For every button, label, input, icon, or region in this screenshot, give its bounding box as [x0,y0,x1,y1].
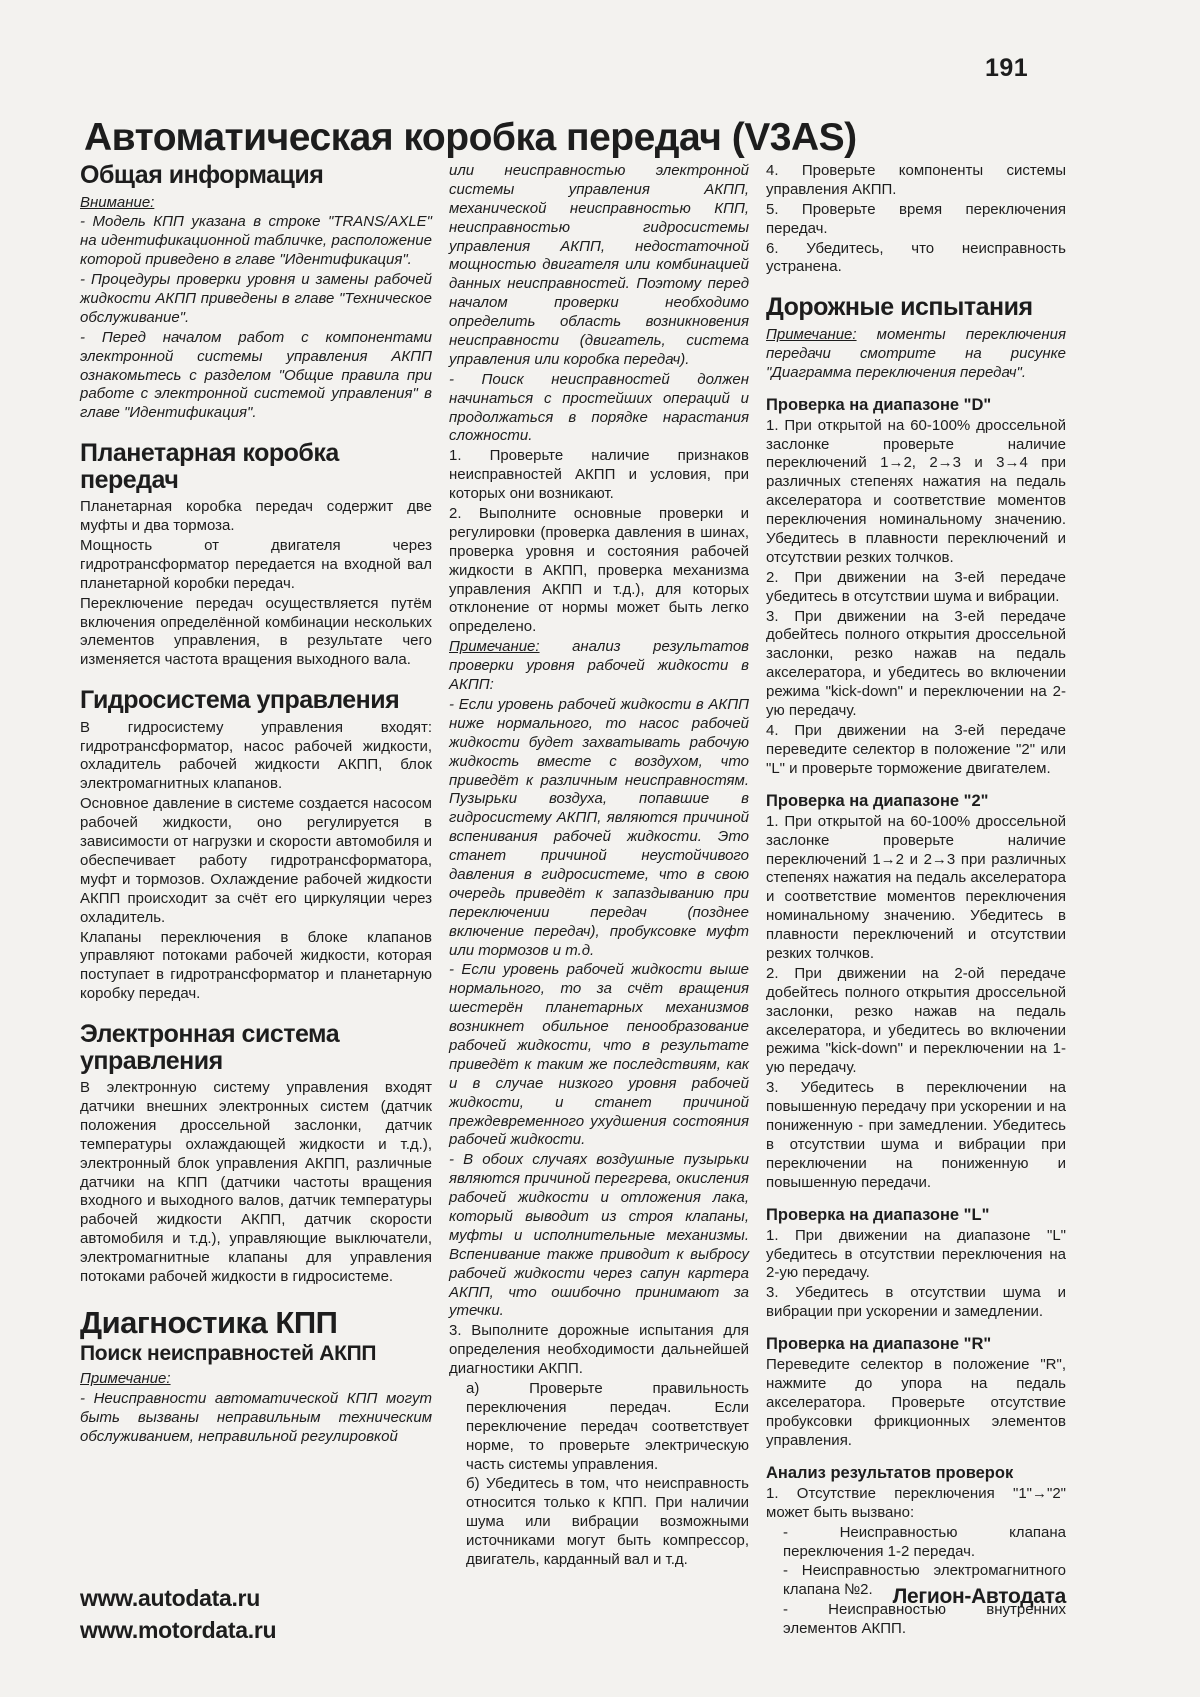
section-heading: Диагностика КПП [80,1304,338,1340]
paragraph: - Неисправности автоматической КПП могут быть вызваны неправильным техническим обслуживанием, неправильной регулировкой [80,1390,432,1445]
paragraph: - Модель КПП указана в строке "TRANS/AXLE" на идентификационной табличке, расположение которой приведено в главе "Идентификация". [80,213,432,269]
section-heading: Электронная система управления [80,1020,340,1075]
paragraph: 3. Убедитесь в отсутствии шума и вибрации при ускорении и замедлении. [766,1284,1066,1321]
paragraph: Клапаны переключения в блоке клапанов управляют потоками рабочей жидкости, которая поступает в гидротрансформатор и планетарную коробку передач. [80,928,432,1003]
paragraph: 3. Выполните дорожные испытания для определения необходимости дальнейшей диагностики АКПП. [449,1322,749,1378]
paragraph: Переключение передач осуществляется путём включения определённой комбинации нескольких элементов управления, в результате чего изменяется частота вращения выходного вала. [80,594,432,669]
column-2 [449,162,749,1639]
paragraph: 1. При открытой на 60-100% дроссельной заслонке проверьте наличие переключений 1→2 и 2→3 при различных степенях нажатия на педаль акселератора и соответствие моментов переключения номинальному значению. Убедитесь в плавности переключений и отсутствии резких толчков. [766,812,1066,962]
paragraph: 1. При движении на диапазоне "L" убедитесь в отсутствии переключения на 2-ую передачу. [766,1226,1066,1282]
paragraph: 5. Проверьте время переключения передач. [766,200,1066,237]
paragraph: - Неисправностью клапана переключения 1-2 передач. [783,1523,1066,1560]
section-heading: Проверка на диапазоне "R" [766,1335,992,1354]
section-heading: Анализ результатов проверок [766,1463,1014,1482]
paragraph: 1. Проверьте наличие признаков неисправностей АКПП и условия, при которых они возникают. [449,447,749,503]
column-3 [766,162,1066,1639]
paragraph: Планетарная коробка передач содержит две муфты и два тормоза. [80,498,432,535]
paragraph: - Если уровень рабочей жидкости в АКПП ниже нормального, то насос рабочей жидкости будет захватывать рабочую жидкость вместе с воздухом, что приведёт к различным неисправностям. Пузырьки воздуха, попавшие в гидросистему АКПП, являются причиной вспенивания рабочей жидкости. Это станет причиной неустойчивого давления в гидросистеме, что в свою очередь приведёт к запаздыванию при переключении передач (позднее включение передач), пробуксовке муфт или тормозов и т.д. [449,695,749,959]
paragraph: 2. При движении на 3-ей передаче убедитесь в отсутствии шума и вибрации. [766,568,1066,605]
note-paragraph: Примечание: моменты переключения передачи смотрите на рисунке "Диаграмма переключения передач". [766,325,1066,381]
column-1 [80,162,432,1639]
section-heading: Общая информация [80,161,324,189]
paragraph: 6. Убедитесь, что неисправность устранена. [766,239,1066,276]
note-label: Примечание: [766,325,857,343]
page-title: Автоматическая коробка передач (V3AS) [84,116,857,160]
paragraph: 3. При движении на 3-ей передаче добейтесь полного открытия дроссельной заслонки, резко нажав на педаль акселератора, и убедитесь во включении режима "kick-down" и переключении на 2-ую передачу. [766,607,1066,720]
section-heading: Поиск неисправностей АКПП [80,1342,377,1366]
paragraph: - Поиск неисправностей должен начинаться с простейших операций и продолжаться в порядке нарастания сложности. [449,370,749,445]
footer-brand: Легион-Автодата [892,1585,1066,1608]
paragraph: или неисправностью электронной системы управления АКПП, механической неисправностью КПП, неисправностью гидросистемы управления АКПП, недостаточной мощностью двигателя или комбинацией данных неисправностей. Поэтому перед началом проверки необходимо определить область возникновения неисправности (двигатель, система управления или коробка передач). [449,162,749,368]
footer-link-motordata: www.motordata.ru [80,1616,277,1643]
paragraph: Переведите селектор в положение "R", нажмите до упора на педаль акселератора. Проверьте отсутствие пробуксовки фрикционных элементов управления. [766,1356,1066,1449]
footer-link-autodata: www.autodata.ru [80,1585,260,1611]
paragraph: В гидросистему управления входят: гидротрансформатор, насос рабочей жидкости, охладитель рабочей жидкости АКПП, блок электромагнитных клапанов. [80,718,432,793]
paragraph: 1. При открытой на 60-100% дроссельной заслонке проверьте наличие переключений 1→2, 2→3 и 3→4 при различных степенях нажатия на педаль акселератора и соответствие моментов переключения номинальному значению. Убедитесь в плавности переключений и отсутствии резких толчков. [766,416,1066,566]
paragraph: Мощность от двигателя через гидротрансформатор передается на входной вал планетарной коробки передач. [80,536,432,592]
paragraph: 2. При движении на 2-ой передаче добейтесь полного открытия дроссельной заслонки, резко нажав на педаль акселератора, и убедитесь во включении режима "kick-down" и переключении на 1-ую передачу. [766,964,1066,1077]
paragraph: 1. Отсутствие переключения "1"→"2" может быть вызвано: [766,1484,1066,1521]
paragraph: Основное давление в системе создается насосом рабочей жидкости, оно регулируется в зависимости от нагрузки и скорости автомобиля и обеспечивает работу гидротрансформатора, муфт и тормозов. Охлаждение рабочей жидкости АКПП происходит за счёт его циркуляции через охладитель. [80,795,432,926]
paragraph: Примечание: [80,1370,171,1388]
paragraph: 4. Проверьте компоненты системы управления АКПП. [766,162,1066,198]
paragraph: - Если уровень рабочей жидкости выше нормального, то за счёт вращения шестерён планетарных механизмов возникнет обильное пенообразование рабочей жидкости, что в результате приведёт к таким же последствиям, как и в случае низкого уровня рабочей жидкости, и станет причиной преждевременного ухудшения состояния рабочей жидкости. [449,961,749,1149]
paragraph: - Перед началом работ с компонентами электронной системы управления АКПП ознакомьтесь с разделом "Общие правила при работе с электронной системой управления" в главе "Идентификация". [80,328,432,422]
columns [80,162,1066,1639]
section-heading: Проверка на диапазоне "L" [766,1205,990,1224]
section-heading: Проверка на диапазоне "2" [766,791,989,810]
paragraph: 3. Убедитесь в переключении на повышенную передачу при ускорении и на пониженную - при замедлении. Убедитесь в отсутствии шума и вибрации при переключении на пониженную и повышенную передачи. [766,1079,1066,1191]
section-heading: Дорожные испытания [766,293,1033,322]
paragraph: Внимание: [80,193,155,211]
paragraph: - Процедуры проверки уровня и замены рабочей жидкости АКПП приведены в главе "Техническое обслуживание". [80,271,432,326]
paragraph: - В обоих случаях воздушные пузырьки являются причиной перегрева, окисления рабочей жидкости и отложения лака, который выводит из строя клапаны, муфты и исполнительные механизмы. Вспенивание также приводит к выбросу рабочей жидкости через сапун картера АКПП, что ошибочно принимают за утечки. [449,1151,749,1320]
paragraph: - Неисправностью внутренних элементов АКПП. [783,1601,1066,1638]
note-label: Примечание: [449,638,540,656]
paragraph: 2. Выполните основные проверки и регулировки (проверка давления в шинах, проверка уровня и состояния рабочей жидкости в АКПП, проверка механизма управления АКПП и т.д.), для которых отклонение от нормы может быть легко определено. [449,505,749,636]
section-heading: Проверка на диапазоне "D" [766,395,992,414]
section-heading: Планетарная коробка передач [80,439,339,494]
paragraph: б) Убедитесь в том, что неисправность относится только к КПП. При наличии шума или вибрации возможными источниками могут быть компрессор, двигатель, карданный вал и т.д. [466,1475,749,1569]
note-paragraph: Примечание: анализ результатов проверки уровня рабочей жидкости в АКПП: [449,638,749,694]
paragraph: а) Проверьте правильность переключения передач. Если переключение передач соответствует норме, то проверьте электрическую часть системы управления. [466,1380,749,1473]
section-heading: Гидросистема управления [80,686,400,715]
paragraph: 4. При движении на 3-ей передаче переведите селектор в положение "2" или "L" и проверьте торможение двигателем. [766,721,1066,777]
paragraph: - Неисправностью электромагнитного клапана №2. [783,1562,1066,1599]
page-number: 191 [985,54,1029,82]
paragraph: В электронную систему управления входят датчики внешних электронных систем (датчик положения дроссельной заслонки, датчик температуры охлаждающей жидкости и т.д.), электронный блок управления АКПП, различные датчики на КПП (датчики частоты вращения входного и выходного валов, датчик температуры рабочей жидкости АКПП, датчик скорости автомобиля и т.д.), управляющие выключатели, электромагнитные клапаны для управления потоками рабочей жидкости в гидросистеме. [80,1079,432,1285]
